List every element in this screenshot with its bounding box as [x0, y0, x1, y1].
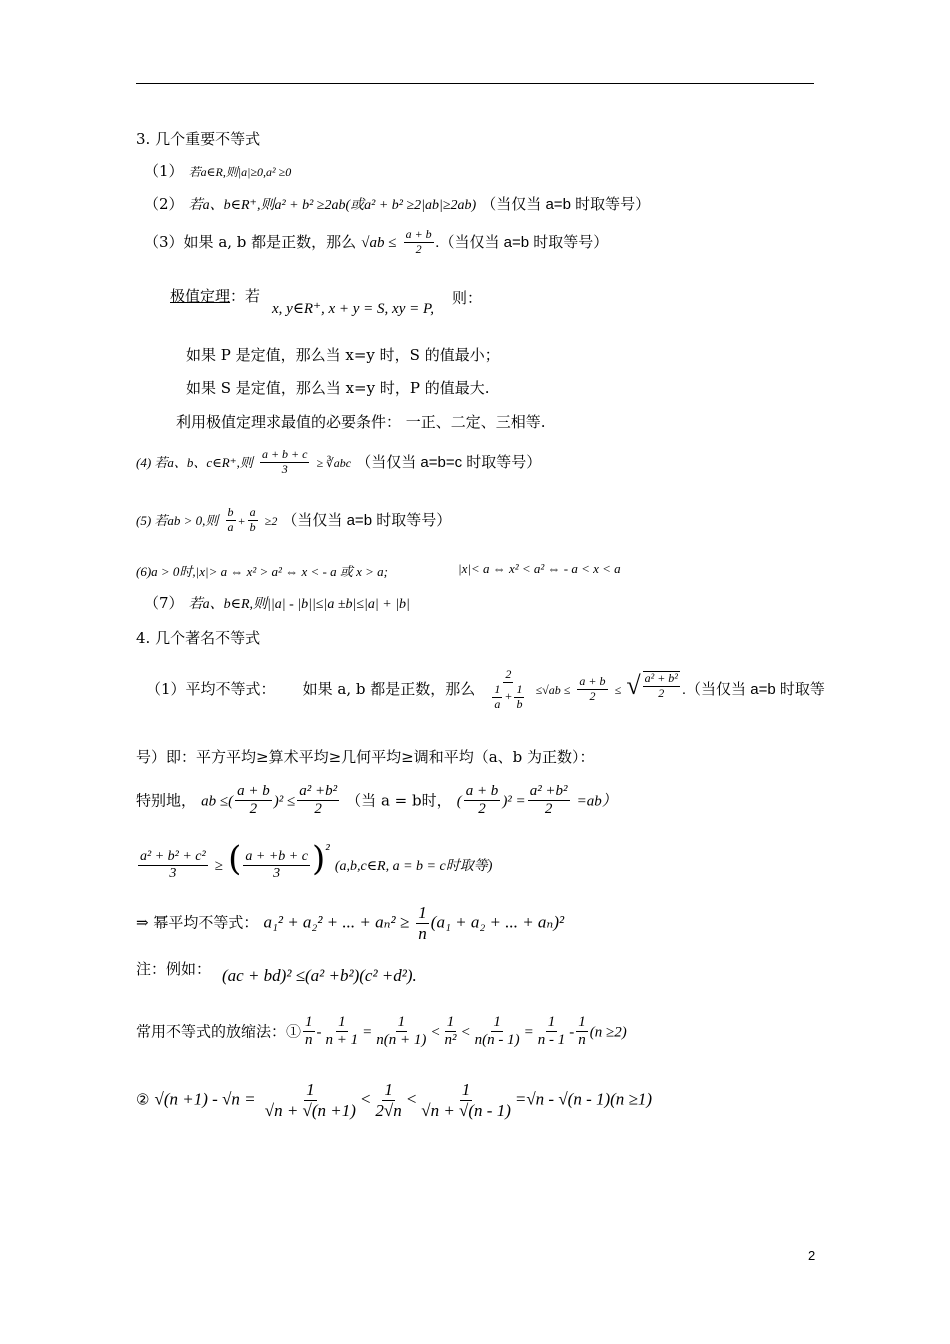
scaling-g-num: 1: [576, 1014, 588, 1032]
scaling-c-num: 1: [396, 1014, 408, 1032]
item5: [136, 506, 451, 535]
quadratic-mean: [626, 671, 682, 701]
three-f1: [138, 849, 208, 882]
power-lhs: a₁² + a₂² + ... + aₙ² ≥: [263, 912, 410, 932]
scaling-1: [136, 1014, 627, 1050]
scaling-a-den: n: [305, 1032, 313, 1049]
special-lab: ab ≤(: [201, 793, 234, 810]
special-f2: [297, 783, 339, 819]
power-rhs: (a₁ + a₂ + ... + aₙ)²: [430, 912, 565, 932]
extreme-then: 则：: [452, 289, 483, 307]
scaling-c: [374, 1014, 428, 1050]
item3: [144, 228, 608, 257]
scaling-c-den: n(n + 1): [376, 1032, 427, 1049]
three-cond: (a,b,c∈R, a = b = c时取等): [334, 859, 493, 874]
power-arrow: ⇒ 幂平均不等式：: [136, 913, 259, 932]
scaling-e-num: 1: [491, 1014, 503, 1032]
item4-frac-num: a + b + c: [261, 447, 308, 461]
am-num: a + b: [579, 674, 606, 689]
item5-f1-den: a: [227, 519, 234, 534]
item5-f2-den: b: [249, 519, 256, 534]
scaling-eq: =: [362, 1024, 373, 1041]
special-f3-den: 2: [478, 801, 486, 818]
right-paren-icon: ): [311, 839, 326, 879]
item5-plus: +: [237, 513, 246, 528]
item1-formula: 若a∈R,则|a|≥0,a² ≥0: [188, 165, 292, 179]
extreme-line1: 如果 P 是定值，那么当 x=y 时，S 的值最小；: [186, 346, 500, 364]
item3-frac-num: a + b: [405, 227, 432, 241]
special-label: 特别地，: [136, 791, 197, 810]
scaling2-lt2: <: [405, 1089, 418, 1109]
three-f2-den: 3: [273, 866, 281, 881]
extreme-theorem: [170, 285, 260, 306]
mean-le1: ≤√ab ≤: [535, 683, 571, 698]
scaling2-a-den: √n + √(n +1): [264, 1100, 356, 1120]
mean-inequality: [146, 668, 825, 711]
item5-rhs: ≥2: [264, 513, 278, 528]
harmonic-mean: [488, 668, 528, 711]
scaling-f-den: n - 1: [537, 1032, 566, 1049]
item3-lhs: √ab ≤: [361, 234, 397, 251]
scaling2-b: [373, 1080, 403, 1120]
extreme-text: ：若: [230, 287, 261, 305]
scaling2-a-num: 1: [306, 1080, 315, 1099]
hm-d2-num: 1: [516, 681, 523, 696]
scaling-eq2: =: [523, 1024, 534, 1041]
three-f1-den: 3: [169, 866, 177, 881]
extreme-condition: x, y∈R⁺, x + y = S, xy = P,: [272, 301, 434, 317]
item1: [144, 160, 291, 181]
hm-d1-num: 1: [494, 681, 501, 696]
scaling-minus2: -: [569, 1024, 575, 1041]
special-f1: [235, 783, 272, 819]
item5-note: （当仅当 a=b 时取等号）: [282, 511, 452, 529]
special-eqab: =ab）: [576, 793, 617, 810]
item3-frac-den: 2: [415, 241, 422, 256]
scaling-a-num: 1: [303, 1014, 315, 1032]
scaling-d-den: n²: [444, 1032, 457, 1049]
special-f1-num: a + b: [235, 783, 272, 801]
three-f1-num: a² + b² + c²: [138, 849, 208, 866]
three-ge: ≥: [214, 858, 224, 874]
scaling2-lhs: √(n +1) - √n =: [154, 1089, 256, 1109]
three-f2-num: a + +b + c: [243, 849, 310, 866]
item4-note: （当仅当 a=b=c 时取等号）: [356, 453, 542, 471]
extreme-label: 极值定理: [170, 287, 231, 305]
item6-part1: (6)a > 0时,|x|> a ⇔ x² > a² ⇔ x < - a 或 x > a;: [136, 564, 388, 579]
three-sq: ²: [325, 842, 330, 858]
item7-num: （7）: [144, 594, 184, 612]
scaling-lt2: <: [460, 1024, 471, 1041]
scaling-f-num: 1: [546, 1014, 558, 1032]
special-paren: （当 a = b时，: [346, 791, 452, 810]
section3-heading: 3. 几个重要不等式: [136, 130, 261, 148]
scaling-lt1: <: [430, 1024, 441, 1041]
scaling-b-num: 1: [336, 1014, 348, 1032]
mean-le2: ≤: [614, 683, 622, 698]
item7: [144, 592, 410, 613]
item5-frac2: [248, 506, 258, 535]
special-pclose: )² =: [502, 793, 526, 810]
scaling-e-den: n(n - 1): [474, 1032, 520, 1049]
hm-d1-den: a: [494, 696, 501, 711]
scaling2-b-num: 1: [384, 1080, 393, 1099]
item6-part2: |x|< a ⇔ x² < a² ⇔ - a < x < a: [458, 561, 621, 576]
item3-note: （当仅当 a=b 时取等号）: [439, 233, 609, 251]
scaling2-c-den: √n + √(n - 1): [421, 1100, 511, 1120]
item5-f1-num: b: [227, 505, 234, 519]
item3-num: （3）: [144, 232, 184, 251]
three-f2: [243, 849, 310, 882]
item2-note: （当仅当 a=b 时取等号）: [481, 196, 651, 213]
scaling2-rhs: =√n - √(n - 1)(n ≥1): [514, 1089, 653, 1109]
item2: [144, 193, 650, 214]
item3-text: 如果 a, b 都是正数，那么: [183, 232, 357, 251]
note-formula: (ac + bd)² ≤(a² +b²)(c² +d²).: [222, 966, 417, 985]
scaling-minus: -: [316, 1024, 322, 1041]
scaling-label: 常用不等式的放缩法：①: [136, 1022, 302, 1041]
item4-prefix: (4) 若a、b、c∈R⁺,则: [136, 454, 253, 470]
special-f2-den: 2: [314, 801, 322, 818]
special-f3-num: a + b: [464, 783, 501, 801]
scaling2-b-den: 2√n: [375, 1100, 402, 1120]
special-sqle: )² ≤: [273, 793, 296, 810]
special-popen: (: [456, 793, 462, 810]
special-f4: [528, 783, 570, 819]
mean-continuation: 号）即：平方平均≥算术平均≥几何平均≥调和平均（a、b 为正数）：: [136, 748, 595, 766]
special-f4-num: a² +b²: [528, 783, 570, 801]
hm-d2-den: b: [516, 696, 523, 711]
scaling-a: [303, 1014, 315, 1050]
item4-rhs: ≥ ∛abc: [316, 455, 352, 470]
scaling-d: [443, 1014, 459, 1050]
item5-frac1: [226, 506, 236, 535]
scaling-d-num: 1: [445, 1014, 457, 1032]
scaling-f: [536, 1014, 568, 1050]
power-frac-den: n: [418, 923, 427, 943]
mean-label: （1）平均不等式：: [146, 680, 276, 699]
item2-num: （2）: [144, 195, 184, 213]
scaling-2: [136, 1080, 652, 1120]
scaling2-c-num: 1: [461, 1080, 471, 1099]
item3-fraction: [404, 228, 434, 257]
item7-formula: 若a、b∈R,则||a| - |b||≤|a ±b|≤|a| + |b|: [188, 597, 410, 612]
mean-text: 如果 a, b 都是正数，那么: [302, 680, 476, 699]
scaling-e: [473, 1014, 522, 1050]
header-rule: [136, 83, 814, 84]
mean-note: .（当仅当 a=b 时取等: [681, 681, 825, 699]
item5-prefix: (5) 若ab > 0,则: [136, 512, 219, 528]
special-f1-den: 2: [249, 801, 258, 818]
power-frac-num: 1: [418, 903, 427, 922]
left-paren-icon: (: [228, 839, 242, 879]
scaling2-lt1: <: [359, 1089, 372, 1109]
special-f3: [464, 783, 501, 819]
scaling-b: [324, 1014, 361, 1050]
scaling-g: [576, 1014, 588, 1050]
item4-fraction: [260, 448, 310, 477]
arithmetic-mean: [577, 675, 607, 704]
item3-tail: .: [435, 234, 440, 251]
note-label: 注：例如：: [136, 960, 212, 978]
scaling-b-den: n + 1: [325, 1032, 359, 1049]
special-f2-num: a² +b²: [297, 783, 339, 801]
item2-formula: 若a、b∈R⁺,则a² + b² ≥2ab(或a² + b² ≥2|ab|≥2ab): [188, 198, 477, 213]
hm-d2: [514, 683, 524, 712]
item1-num: （1）: [144, 162, 184, 180]
scaling2-a: [263, 1080, 358, 1120]
three-variable: [136, 839, 493, 882]
power-frac: [416, 903, 429, 943]
special-case: [136, 783, 617, 819]
hm-num: 2: [505, 667, 512, 681]
scaling2-c: [419, 1080, 513, 1120]
scaling-g-den: n: [578, 1032, 586, 1049]
hm-den: [488, 683, 528, 712]
qm-fraction: [643, 671, 680, 701]
power-mean: [136, 903, 564, 943]
qm-num: a² + b²: [644, 671, 678, 686]
qm-den: 2: [658, 686, 665, 701]
section4-heading: 4. 几个著名不等式: [136, 629, 261, 647]
hm-d1: [492, 683, 502, 712]
item4: [136, 448, 541, 477]
page-number: 2: [808, 1248, 816, 1263]
special-f4-den: 2: [544, 801, 553, 818]
scaling-cond: (n ≥2): [589, 1024, 627, 1041]
extreme-line2: 如果 S 是定值，那么当 x=y 时，P 的值最大.: [186, 379, 490, 397]
extreme-line3: 利用极值定理求最值的必要条件： 一正、二定、三相等.: [176, 413, 546, 431]
hm-plus: +: [504, 688, 513, 703]
scaling2-label: ②: [136, 1090, 150, 1109]
sqrt-icon: √: [626, 671, 641, 701]
am-den: 2: [589, 689, 596, 704]
item5-f2-num: a: [249, 505, 256, 519]
item4-frac-den: 3: [281, 461, 288, 476]
